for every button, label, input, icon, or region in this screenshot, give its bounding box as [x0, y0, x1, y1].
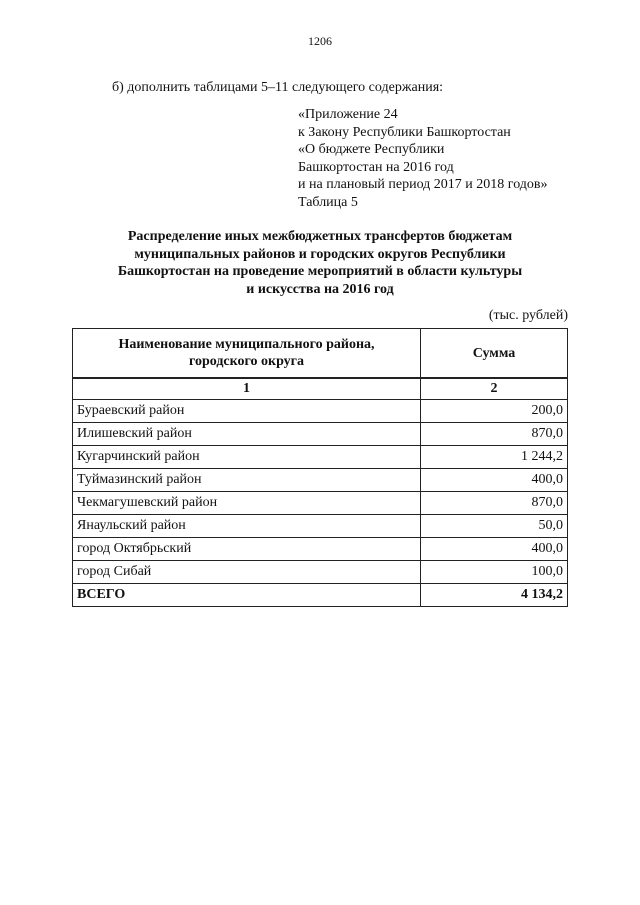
appendix-block	[298, 106, 548, 212]
table-row	[73, 469, 568, 492]
row-name: город Сибай	[73, 561, 421, 584]
header-name	[73, 329, 421, 379]
units-label: (тыс. рублей)	[488, 308, 568, 323]
appendix-line: «Приложение 24	[298, 107, 398, 122]
total-label: ВСЕГО	[73, 584, 421, 607]
row-sum: 50,0	[421, 515, 568, 538]
row-sum: 870,0	[421, 423, 568, 446]
transfers-table	[72, 328, 568, 607]
row-name: Кугарчинский район	[73, 446, 421, 469]
column-number: 2	[421, 378, 568, 400]
intro-text: б) дополнить таблицами 5–11 следующего содержания:	[112, 80, 444, 95]
header-sum: Сумма	[421, 329, 568, 379]
page-number: 1206	[308, 34, 332, 48]
row-sum: 100,0	[421, 561, 568, 584]
table-row	[73, 446, 568, 469]
column-number: 1	[73, 378, 421, 400]
row-sum: 870,0	[421, 492, 568, 515]
table-row	[73, 400, 568, 423]
table-title-line: муниципальных районов и городских округов Республики	[134, 246, 506, 262]
row-sum: 1 244,2	[421, 446, 568, 469]
row-name: Бураевский район	[73, 400, 421, 423]
table-title-line: Башкортостан на проведение мероприятий в области культуры	[117, 264, 523, 279]
appendix-line: и на плановый период 2017 и 2018 годов»	[298, 177, 548, 193]
row-name: Янаульский район	[73, 515, 421, 538]
table-header-row	[73, 329, 568, 379]
header-name-line: Наименование муниципального района,	[118, 337, 375, 352]
row-sum: 200,0	[421, 400, 568, 423]
appendix-line: «О бюджете Республики	[298, 142, 445, 158]
table-row	[73, 515, 568, 538]
appendix-line: Башкортостан на 2016 год	[298, 159, 454, 175]
total-sum: 4 134,2	[421, 584, 568, 607]
table-title-line: Распределение иных межбюджетных трансфертов бюджетам	[127, 229, 513, 244]
table-row	[73, 492, 568, 515]
appendix-line: к Закону Республики Башкортостан	[298, 124, 511, 140]
row-name: город Октябрьский	[73, 538, 421, 561]
header-name-line: городского округа	[188, 354, 305, 369]
row-sum: 400,0	[421, 538, 568, 561]
row-name: Туймазинский район	[73, 469, 421, 492]
table-row	[73, 538, 568, 561]
column-number-row	[73, 378, 568, 400]
table-row	[73, 561, 568, 584]
appendix-table-label: Таблица 5	[298, 194, 358, 210]
table-row	[73, 423, 568, 446]
table-title	[72, 228, 568, 298]
row-name: Илишевский район	[73, 423, 421, 446]
table-title-line: и искусства на 2016 год	[246, 281, 394, 297]
row-name: Чекмагушевский район	[73, 492, 421, 515]
total-row	[73, 584, 568, 607]
row-sum: 400,0	[421, 469, 568, 492]
